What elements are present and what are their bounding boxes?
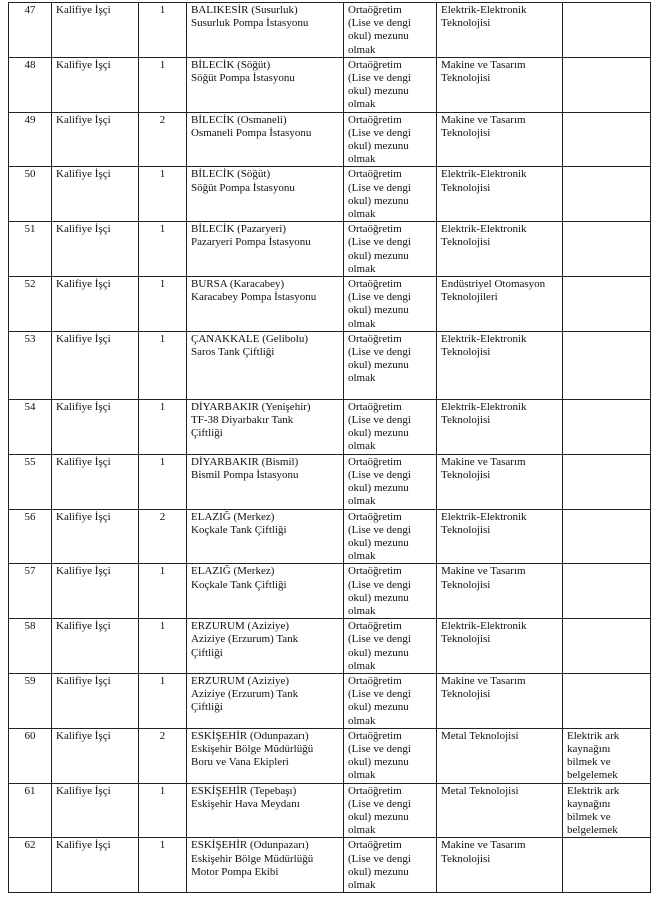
education-requirement-line: okul) mezunu (348, 591, 409, 604)
education-requirement-line: okul) mezunu (348, 646, 409, 659)
work-location-line: Karacabey Pompa İstasyonu (191, 291, 317, 304)
education-requirement-line: okul) mezunu (348, 194, 409, 207)
education-requirement-line: olmak (348, 659, 376, 672)
work-location-line: Söğüt Pompa İstasyonu (191, 181, 295, 194)
row-number: 50 (9, 167, 52, 222)
work-location-line: Saros Tank Çiftliği (191, 346, 275, 359)
program-field-line: Elektrik-Elektronik (441, 168, 527, 181)
position-count: 1 (139, 783, 187, 838)
position-count: 1 (139, 3, 187, 58)
row-number: 47 (9, 3, 52, 58)
program-field-line: Makine ve Tasarım (441, 565, 526, 578)
work-location (187, 112, 344, 167)
table-row (9, 222, 651, 277)
education-requirement (344, 838, 437, 893)
work-location-line: Koçkale Tank Çiftliği (191, 523, 287, 536)
program-field-line: Teknolojisi (441, 468, 491, 481)
education-requirement-line: olmak (348, 878, 376, 891)
extra-requirement (563, 673, 651, 728)
education-requirement-line: (Lise ve dengi (348, 181, 411, 194)
education-requirement-line: Ortaöğretim (348, 400, 402, 413)
education-requirement-line: okul) mezunu (348, 249, 409, 262)
program-field (437, 564, 563, 619)
education-requirement (344, 619, 437, 674)
program-field (437, 509, 563, 564)
table-row (9, 167, 651, 222)
education-requirement-line: (Lise ve dengi (348, 852, 411, 865)
education-requirement-line: Ortaöğretim (348, 58, 402, 71)
education-requirement-line: Ortaöğretim (348, 620, 402, 633)
program-field-line: Makine ve Tasarım (441, 58, 526, 71)
program-field (437, 167, 563, 222)
education-requirement-line: olmak (348, 769, 376, 782)
extra-requirement (563, 57, 651, 112)
program-field-line: Teknolojisi (441, 236, 491, 249)
row-number: 60 (9, 728, 52, 783)
education-requirement-line: olmak (348, 153, 376, 166)
education-requirement-line: (Lise ve dengi (348, 126, 411, 139)
education-requirement-line: (Lise ve dengi (348, 633, 411, 646)
table-row (9, 454, 651, 509)
program-field-line: Teknolojisi (441, 852, 491, 865)
education-requirement-line: okul) mezunu (348, 359, 409, 372)
education-requirement (344, 277, 437, 332)
work-location (187, 277, 344, 332)
extra-requirement (563, 454, 651, 509)
education-requirement-line: olmak (348, 262, 376, 275)
education-requirement-line: olmak (348, 604, 376, 617)
education-requirement (344, 509, 437, 564)
position-title: Kalifiye İşçi (52, 783, 139, 838)
work-location (187, 222, 344, 277)
position-title: Kalifiye İşçi (52, 167, 139, 222)
work-location-line: BİLECİK (Osmaneli) (191, 113, 287, 126)
position-title: Kalifiye İşçi (52, 838, 139, 893)
extra-requirement (563, 3, 651, 58)
education-requirement-line: okul) mezunu (348, 865, 409, 878)
job-listing-table (8, 2, 651, 893)
work-location-line: Bismil Pompa İstasyonu (191, 468, 299, 481)
education-requirement-line: Ortaöğretim (348, 223, 402, 236)
work-location-line: ESKİŞEHİR (Tepebaşı) (191, 784, 297, 797)
table-row (9, 564, 651, 619)
program-field (437, 619, 563, 674)
education-requirement-line: Ortaöğretim (348, 278, 402, 291)
education-requirement-line: okul) mezunu (348, 85, 409, 98)
position-count: 1 (139, 331, 187, 399)
table-row (9, 673, 651, 728)
education-requirement (344, 331, 437, 399)
position-count: 1 (139, 673, 187, 728)
program-field (437, 112, 563, 167)
work-location-line: ESKİŞEHİR (Odunpazarı) (191, 729, 309, 742)
work-location (187, 838, 344, 893)
position-count: 2 (139, 112, 187, 167)
table-row (9, 728, 651, 783)
extra-requirement-line: Elektrik ark (567, 729, 620, 742)
work-location (187, 783, 344, 838)
work-location (187, 167, 344, 222)
program-field (437, 222, 563, 277)
education-requirement-line: Ortaöğretim (348, 168, 402, 181)
position-count: 1 (139, 454, 187, 509)
education-requirement (344, 673, 437, 728)
work-location-line: Aziziye (Erzurum) Tank (191, 688, 299, 701)
education-requirement-line: (Lise ve dengi (348, 742, 411, 755)
education-requirement-line: (Lise ve dengi (348, 578, 411, 591)
education-requirement (344, 112, 437, 167)
work-location-line: Boru ve Vana Ekipleri (191, 756, 289, 769)
extra-requirement (563, 564, 651, 619)
education-requirement-line: okul) mezunu (348, 427, 409, 440)
position-count: 1 (139, 167, 187, 222)
row-number: 51 (9, 222, 52, 277)
extra-requirement (563, 509, 651, 564)
work-location-line: Çiftliği (191, 701, 223, 714)
extra-requirement-line: belgelemek (567, 824, 618, 837)
work-location-line: DİYARBAKIR (Yenişehir) (191, 400, 311, 413)
education-requirement-line: Ortaöğretim (348, 113, 402, 126)
education-requirement-line: olmak (348, 208, 376, 221)
row-number: 58 (9, 619, 52, 674)
program-field (437, 57, 563, 112)
row-number: 55 (9, 454, 52, 509)
work-location-line: BALIKESİR (Susurluk) (191, 4, 298, 16)
position-title: Kalifiye İşçi (52, 3, 139, 58)
work-location (187, 509, 344, 564)
program-field (437, 3, 563, 58)
education-requirement-line: (Lise ve dengi (348, 17, 411, 30)
education-requirement-line: (Lise ve dengi (348, 523, 411, 536)
work-location-line: ELAZIĞ (Merkez) (191, 565, 275, 578)
education-requirement-line: Ortaöğretim (348, 4, 402, 16)
education-requirement-line: Ortaöğretim (348, 565, 402, 578)
position-title: Kalifiye İşçi (52, 277, 139, 332)
work-location-line: Çiftliği (191, 646, 223, 659)
work-location-line: Eskişehir Hava Meydanı (191, 797, 300, 810)
work-location-line: DİYARBAKIR (Bismil) (191, 455, 299, 468)
position-count: 1 (139, 277, 187, 332)
education-requirement (344, 167, 437, 222)
extra-requirement-line: kaynağını (567, 797, 611, 810)
program-field-line: Elektrik-Elektronik (441, 223, 527, 236)
program-field (437, 728, 563, 783)
program-field-line: Makine ve Tasarım (441, 674, 526, 687)
table-row (9, 509, 651, 564)
position-title: Kalifiye İşçi (52, 222, 139, 277)
table-row (9, 838, 651, 893)
work-location-line: ERZURUM (Aziziye) (191, 674, 290, 687)
education-requirement-line: okul) mezunu (348, 810, 409, 823)
program-field-line: Makine ve Tasarım (441, 113, 526, 126)
education-requirement-line: Ortaöğretim (348, 784, 402, 797)
education-requirement-line: Ortaöğretim (348, 510, 402, 523)
education-requirement-line: olmak (348, 495, 376, 508)
work-location (187, 57, 344, 112)
program-field-line: Elektrik-Elektronik (441, 620, 527, 633)
extra-requirement-line: bilmek ve (567, 810, 611, 823)
work-location-line: BİLECİK (Pazaryeri) (191, 223, 286, 236)
program-field (437, 673, 563, 728)
program-field-line: Elektrik-Elektronik (441, 4, 527, 16)
work-location-line: Motor Pompa Ekibi (191, 865, 279, 878)
program-field-line: Teknolojisi (441, 633, 491, 646)
position-count: 1 (139, 222, 187, 277)
work-location-line: ELAZIĞ (Merkez) (191, 510, 275, 523)
extra-requirement (563, 838, 651, 893)
position-title: Kalifiye İşçi (52, 454, 139, 509)
education-requirement-line: okul) mezunu (348, 140, 409, 153)
program-field-line: Elektrik-Elektronik (441, 332, 527, 345)
extra-requirement (563, 728, 651, 783)
education-requirement (344, 3, 437, 58)
work-location-line: Pazaryeri Pompa İstasyonu (191, 236, 311, 249)
program-field (437, 454, 563, 509)
position-count: 2 (139, 509, 187, 564)
education-requirement (344, 783, 437, 838)
program-field-line: Endüstriyel Otomasyon (441, 278, 546, 291)
education-requirement-line: Ortaöğretim (348, 455, 402, 468)
row-number: 48 (9, 57, 52, 112)
table-row (9, 112, 651, 167)
work-location-line: Susurluk Pompa İstasyonu (191, 17, 309, 30)
row-number: 54 (9, 399, 52, 454)
education-requirement-line: Ortaöğretim (348, 674, 402, 687)
work-location-line: Aziziye (Erzurum) Tank (191, 633, 299, 646)
position-title: Kalifiye İşçi (52, 399, 139, 454)
position-count: 1 (139, 564, 187, 619)
education-requirement (344, 399, 437, 454)
table-row (9, 3, 651, 58)
program-field-line: Teknolojisi (441, 578, 491, 591)
program-field-line: Makine ve Tasarım (441, 839, 526, 852)
education-requirement (344, 454, 437, 509)
table-row (9, 783, 651, 838)
program-field-line: Metal Teknolojisi (441, 784, 519, 797)
row-number: 61 (9, 783, 52, 838)
program-field-line: Teknolojisi (441, 414, 491, 427)
education-requirement (344, 728, 437, 783)
program-field-line: Teknolojisi (441, 346, 491, 359)
work-location (187, 673, 344, 728)
row-number: 49 (9, 112, 52, 167)
program-field-line: Teknolojileri (441, 291, 498, 304)
education-requirement-line: olmak (348, 824, 376, 837)
program-field-line: Teknolojisi (441, 72, 491, 85)
education-requirement-line: Ortaöğretim (348, 729, 402, 742)
work-location-line: TF-38 Diyarbakır Tank (191, 414, 294, 427)
education-requirement-line: (Lise ve dengi (348, 414, 411, 427)
work-location (187, 399, 344, 454)
work-location-line: Çiftliği (191, 427, 223, 440)
work-location-line: Koçkale Tank Çiftliği (191, 578, 287, 591)
education-requirement-line: okul) mezunu (348, 536, 409, 549)
program-field-line: Elektrik-Elektronik (441, 510, 527, 523)
extra-requirement-line: Elektrik ark (567, 784, 620, 797)
extra-requirement (563, 619, 651, 674)
education-requirement-line: (Lise ve dengi (348, 236, 411, 249)
education-requirement-line: (Lise ve dengi (348, 468, 411, 481)
education-requirement-line: Ortaöğretim (348, 332, 402, 345)
row-number: 56 (9, 509, 52, 564)
work-location (187, 454, 344, 509)
education-requirement-line: okul) mezunu (348, 756, 409, 769)
position-title: Kalifiye İşçi (52, 112, 139, 167)
table-row (9, 331, 651, 399)
table-row (9, 277, 651, 332)
program-field-line: Teknolojisi (441, 126, 491, 139)
education-requirement (344, 222, 437, 277)
education-requirement-line: okul) mezunu (348, 304, 409, 317)
work-location-line: BURSA (Karacabey) (191, 278, 285, 291)
education-requirement (344, 564, 437, 619)
education-requirement-line: (Lise ve dengi (348, 797, 411, 810)
position-title: Kalifiye İşçi (52, 564, 139, 619)
row-number: 53 (9, 331, 52, 399)
education-requirement-line: (Lise ve dengi (348, 688, 411, 701)
program-field-line: Teknolojisi (441, 17, 491, 30)
work-location-line: Osmaneli Pompa İstasyonu (191, 126, 312, 139)
table-row (9, 619, 651, 674)
position-title: Kalifiye İşçi (52, 619, 139, 674)
work-location-line: BİLECİK (Söğüt) (191, 168, 271, 181)
education-requirement-line: olmak (348, 550, 376, 563)
program-field-line: Teknolojisi (441, 523, 491, 536)
program-field (437, 399, 563, 454)
work-location-line: ERZURUM (Aziziye) (191, 620, 290, 633)
work-location (187, 564, 344, 619)
education-requirement (344, 57, 437, 112)
program-field (437, 331, 563, 399)
work-location (187, 728, 344, 783)
program-field (437, 783, 563, 838)
row-number: 57 (9, 564, 52, 619)
program-field-line: Teknolojisi (441, 181, 491, 194)
extra-requirement (563, 222, 651, 277)
program-field (437, 838, 563, 893)
position-title: Kalifiye İşçi (52, 728, 139, 783)
education-requirement-line: olmak (348, 317, 376, 330)
education-requirement-line: Ortaöğretim (348, 839, 402, 852)
program-field-line: Teknolojisi (441, 688, 491, 701)
work-location-line: ESKİŞEHİR (Odunpazarı) (191, 839, 309, 852)
program-field-line: Elektrik-Elektronik (441, 400, 527, 413)
work-location-line: Eskişehir Bölge Müdürlüğü (191, 742, 314, 755)
extra-requirement (563, 399, 651, 454)
work-location (187, 3, 344, 58)
work-location-line: Söğüt Pompa İstasyonu (191, 72, 295, 85)
education-requirement-line: okul) mezunu (348, 30, 409, 43)
position-count: 2 (139, 728, 187, 783)
extra-requirement (563, 167, 651, 222)
education-requirement-line: (Lise ve dengi (348, 72, 411, 85)
education-requirement-line: (Lise ve dengi (348, 291, 411, 304)
education-requirement-line: olmak (348, 43, 376, 56)
work-location-line: ÇANAKKALE (Gelibolu) (191, 332, 309, 345)
table-row (9, 399, 651, 454)
education-requirement-line: olmak (348, 372, 376, 385)
row-number: 52 (9, 277, 52, 332)
position-count: 1 (139, 57, 187, 112)
extra-requirement-line: belgelemek (567, 769, 618, 782)
table-row (9, 57, 651, 112)
education-requirement-line: olmak (348, 440, 376, 453)
work-location-line: BİLECİK (Söğüt) (191, 58, 271, 71)
work-location (187, 619, 344, 674)
education-requirement-line: olmak (348, 714, 376, 727)
program-field (437, 277, 563, 332)
extra-requirement-line: bilmek ve (567, 756, 611, 769)
position-title: Kalifiye İşçi (52, 57, 139, 112)
program-field-line: Metal Teknolojisi (441, 729, 519, 742)
position-count: 1 (139, 619, 187, 674)
education-requirement-line: (Lise ve dengi (348, 346, 411, 359)
program-field-line: Makine ve Tasarım (441, 455, 526, 468)
position-title: Kalifiye İşçi (52, 509, 139, 564)
extra-requirement (563, 112, 651, 167)
position-title: Kalifiye İşçi (52, 331, 139, 399)
education-requirement-line: okul) mezunu (348, 482, 409, 495)
position-title: Kalifiye İşçi (52, 673, 139, 728)
position-count: 1 (139, 838, 187, 893)
row-number: 59 (9, 673, 52, 728)
extra-requirement (563, 783, 651, 838)
extra-requirement (563, 331, 651, 399)
extra-requirement (563, 277, 651, 332)
extra-requirement-line: kaynağını (567, 742, 611, 755)
work-location-line: Eskişehir Bölge Müdürlüğü (191, 852, 314, 865)
work-location (187, 331, 344, 399)
table-body (9, 3, 651, 893)
position-count: 1 (139, 399, 187, 454)
row-number: 62 (9, 838, 52, 893)
education-requirement-line: okul) mezunu (348, 701, 409, 714)
education-requirement-line: olmak (348, 98, 376, 111)
